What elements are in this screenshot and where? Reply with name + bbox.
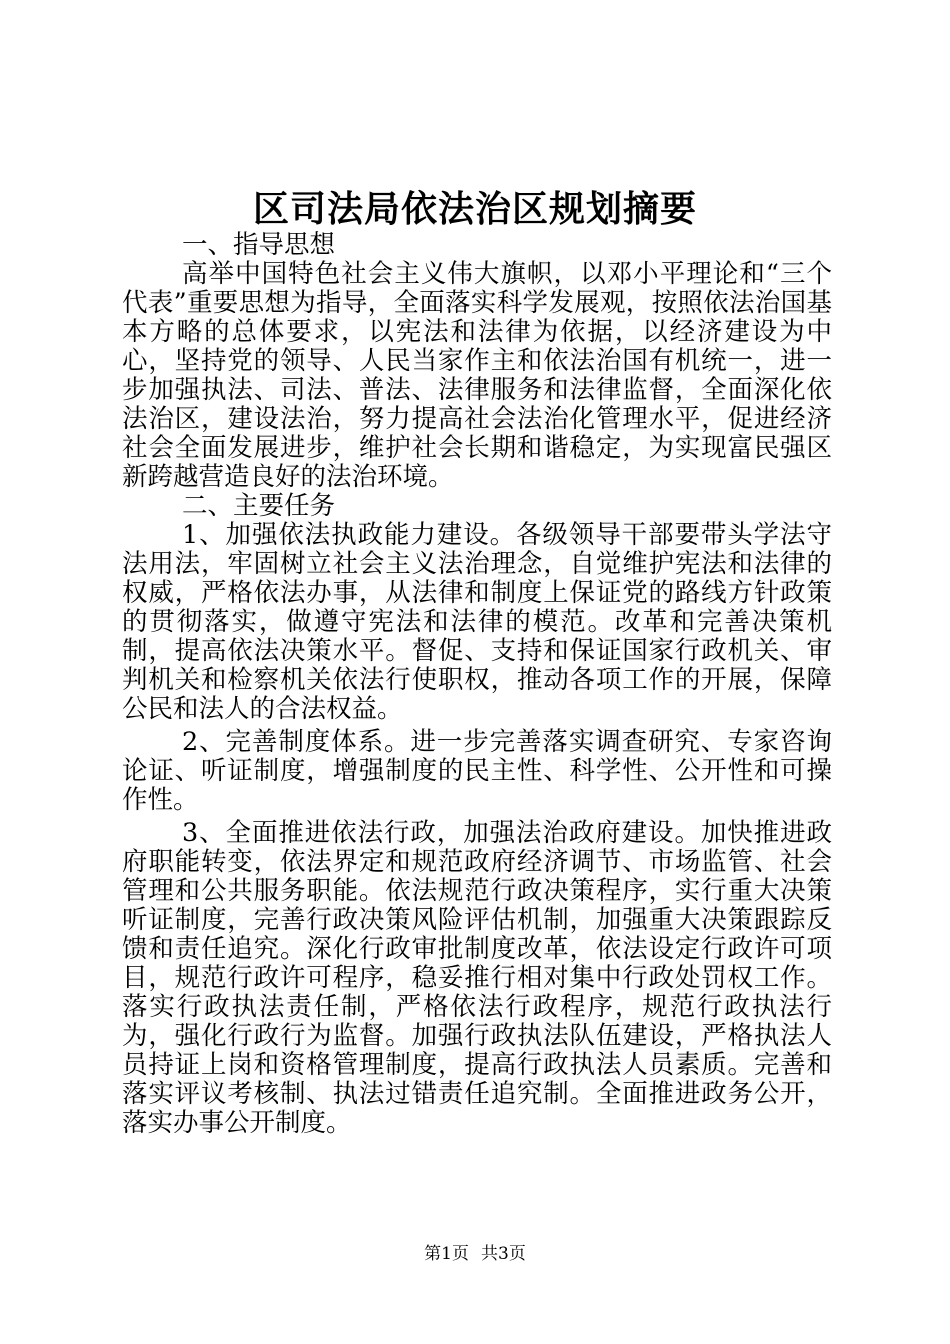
section-heading-guiding-ideology: 一、指导思想 [182,230,336,260]
section-heading-main-tasks: 二、主要任务 [182,491,336,521]
paragraph-task-2: 2、完善制度体系。进一步完善落实调查研究、专家咨询论证、听证制度，增强制度的民主性、科学性、公开性和可操作性。 [122,727,832,815]
paragraph-task-3: 3、全面推进依法行政，加强法治政府建设。加快推进政府职能转变，依法界定和规范政府经济调节、市场监管、社会管理和公共服务职能。依法规范行政决策程序，实行重大决策听证制度，完善行政决策风险评估机制，加强重大决策跟踪反馈和责任追究。深化行政审批制度改革，依法设定行政许可项目，规范行政许可程序，稳妥推行相对集中行政处罚权工作。落实行政执法责任制，严格依法行政程序，规范行政执法行为，强化行政行为监督。加强行政执法队伍建设，严格执法人员持证上岗和资格管理制度，提高行政执法人员素质。完善和落实评议考核制、执法过错责任追究制。全面推进政务公开，落实办事公开制度。 [122,818,832,1138]
document-body [122,231,832,1138]
page-footer [0,1243,950,1265]
paragraph-guiding-ideology: 高举中国特色社会主义伟大旗帜，以邓小平理论和“三个代表”重要思想为指导，全面落实科学发展观，按照依法治国基本方略的总体要求，以宪法和法律为依据，以经济建设为中心，坚持党的领导、人民当家作主和依法治国有机统一，进一步加强执法、司法、普法、法律服务和法律监督，全面深化依法治区，建设法治，努力提高社会法治化管理水平，促进经济社会全面发展进步，维护社会长期和谐稳定，为实现富民强区新跨越营造良好的法治环境。 [122,259,832,492]
paragraph-task-1: 1、加强依法执政能力建设。各级领导干部要带头学法守法用法，牢固树立社会主义法治理念，自觉维护宪法和法律的权威，严格依法办事，从法律和制度上保证党的路线方针政策的贯彻落实，做遵守宪法和法律的模范。改革和完善决策机制，提高依法决策水平。督促、支持和保证国家行政机关、审判机关和检察机关依法行使职权，推动各项工作的开展，保障公民和法人的合法权益。 [122,520,832,724]
page-number-current: 第1页 [424,1244,469,1264]
page-number-total: 共3页 [481,1244,526,1264]
document-title: 区司法局依法治区规划摘要 [252,188,697,230]
